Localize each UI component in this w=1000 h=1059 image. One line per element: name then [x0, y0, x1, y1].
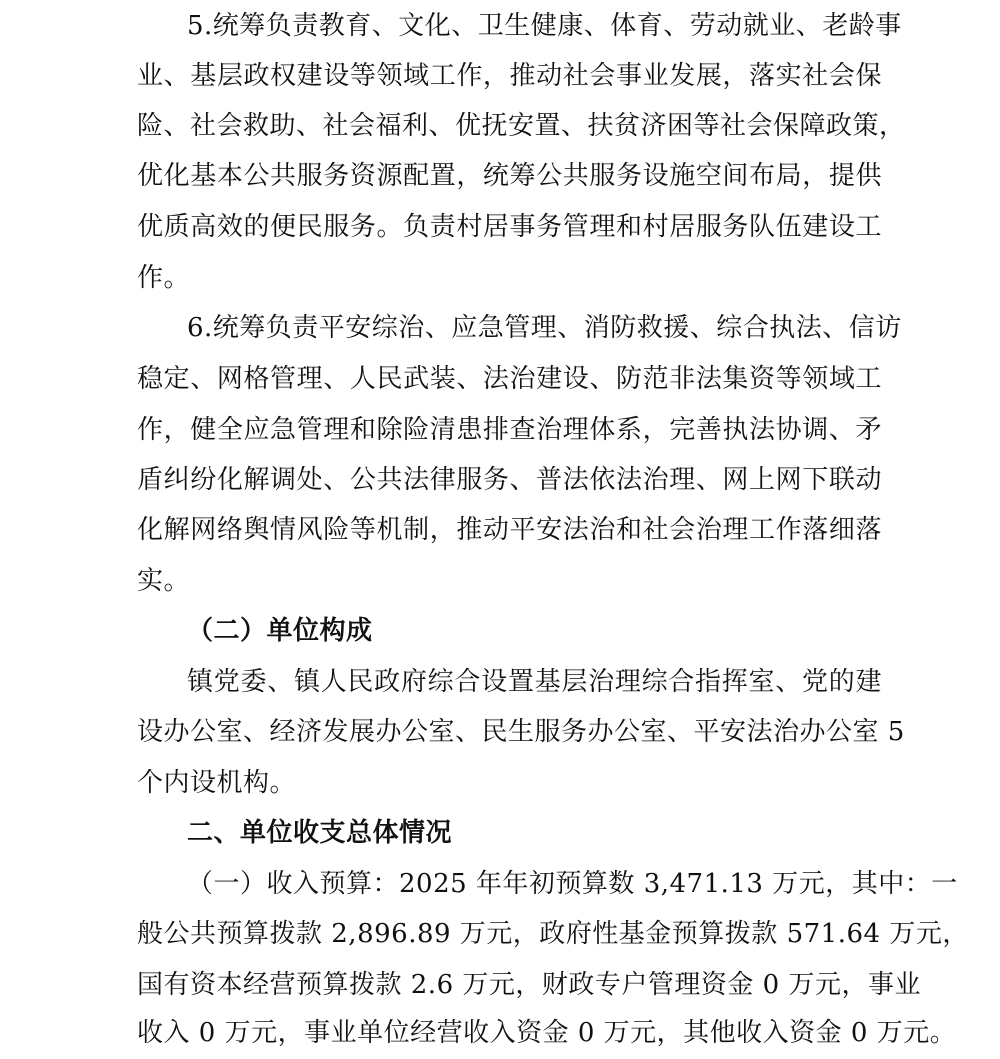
paragraph-5-line-1: 5.统筹负责教育、文化、卫生健康、体育、劳动就业、老龄事: [187, 11, 902, 41]
paragraph-5-line-4: 优化基本公共服务资源配置，统筹公共服务设施空间布局，提供: [137, 161, 882, 191]
income-budget-line-1: （一）收入预算：2025 年年初预算数 3,471.13 万元，其中：一: [187, 869, 958, 899]
paragraph-5-line-3: 险、社会救助、社会福利、优抚安置、扶贫济困等社会保障政策，: [137, 111, 906, 141]
unit-composition-line-2: 设办公室、经济发展办公室、民生服务办公室、平安法治办公室 5: [137, 717, 905, 747]
paragraph-6-line-5: 化解网络舆情风险等机制，推动平安法治和社会治理工作落细落: [137, 515, 882, 545]
section-heading-unit-composition: （二）单位构成: [187, 616, 373, 646]
paragraph-6-line-6: 实。: [137, 566, 191, 596]
income-budget-line-3: 国有资本经营预算拨款 2.6 万元，财政专户管理资金 0 万元，事业: [137, 970, 921, 1000]
unit-composition-line-1: 镇党委、镇人民政府综合设置基层治理综合指挥室、党的建: [187, 667, 882, 697]
paragraph-6-line-2: 稳定、网格管理、人民武装、法治建设、防范非法集资等领域工: [137, 364, 882, 394]
unit-composition-line-3: 个内设机构。: [137, 768, 297, 798]
paragraph-6-line-3: 作，健全应急管理和除险清患排查治理体系，完善执法协调、矛: [137, 415, 882, 445]
section-heading-budget-overview: 二、单位收支总体情况: [187, 818, 453, 848]
paragraph-5-line-6: 作。: [137, 263, 191, 293]
paragraph-6-line-1: 6.统筹负责平安综治、应急管理、消防救援、综合执法、信访: [187, 313, 902, 343]
paragraph-5-line-2: 业、基层政权建设等领域工作，推动社会事业发展，落实社会保: [137, 61, 882, 91]
income-budget-line-2: 般公共预算拨款 2,896.89 万元，政府性基金预算拨款 571.64 万元，: [137, 919, 969, 949]
paragraph-5-line-5: 优质高效的便民服务。负责村居事务管理和村居服务队伍建设工: [137, 212, 882, 242]
paragraph-6-line-4: 盾纠纷化解调处、公共法律服务、普法依法治理、网上网下联动: [137, 465, 882, 495]
income-budget-line-4: 收入 0 万元，事业单位经营收入资金 0 万元，其他收入资金 0 万元。: [137, 1018, 957, 1048]
